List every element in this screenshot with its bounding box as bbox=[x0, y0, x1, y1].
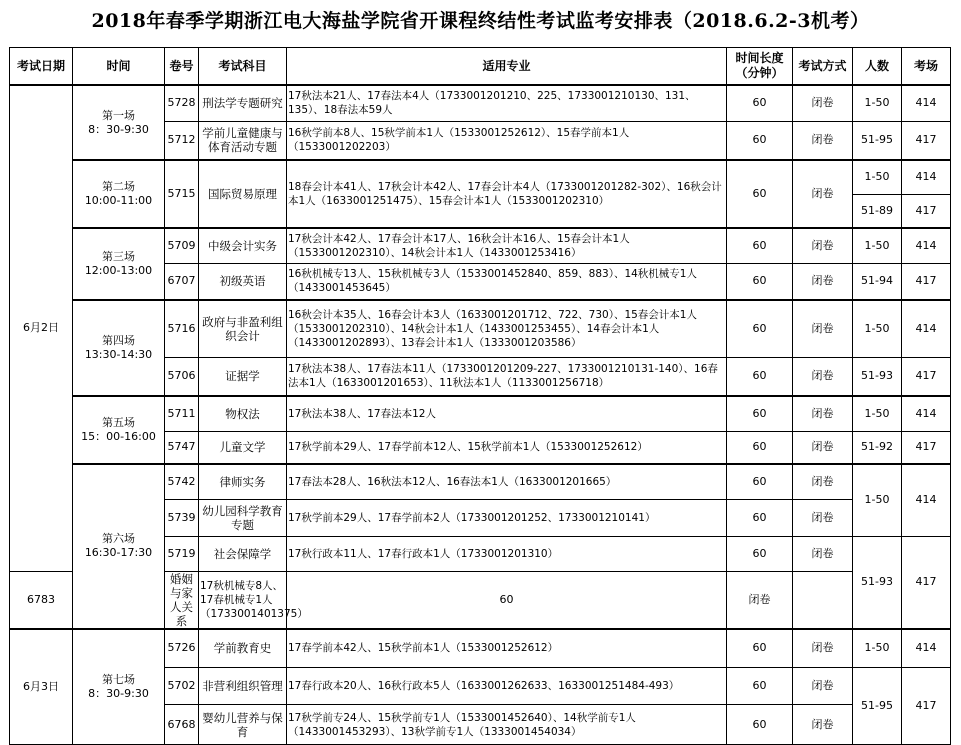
room: 414 bbox=[902, 300, 951, 357]
header-code: 卷号 bbox=[165, 48, 199, 86]
room: 414 bbox=[902, 228, 951, 263]
method: 闭卷 bbox=[793, 499, 853, 536]
room: 417 bbox=[902, 263, 951, 300]
duration: 60 bbox=[727, 85, 793, 121]
major: 16秋学前本8人、15秋学前本1人（1533001252612）、15春学前本1人（1533001202203） bbox=[287, 121, 727, 160]
session-name: 第一场 bbox=[102, 108, 135, 122]
method: 闭卷 bbox=[793, 396, 853, 431]
count: 1-50 bbox=[853, 300, 902, 357]
duration: 60 bbox=[727, 263, 793, 300]
major: 17秋法本21人、17春法本4人（1733001201210、225、1733001210130、131、135）、18春法本59人 bbox=[287, 85, 727, 121]
room: 414 bbox=[902, 396, 951, 431]
count: 1-50 bbox=[853, 160, 902, 194]
duration: 60 bbox=[727, 668, 793, 705]
subject: 非营利组织管理 bbox=[199, 668, 287, 705]
exam-date: 6月2日 bbox=[10, 85, 73, 571]
header-subject: 考试科目 bbox=[199, 48, 287, 86]
duration: 60 bbox=[287, 571, 727, 629]
count: 1-50 bbox=[853, 629, 902, 668]
duration: 60 bbox=[727, 705, 793, 745]
major: 17秋学前专24人、15秋学前专1人（1533001452640）、14秋学前专1人（1433001453293）、13秋学前专1人（1333001454034） bbox=[287, 705, 727, 745]
method: 闭卷 bbox=[793, 300, 853, 357]
subject: 中级会计实务 bbox=[199, 228, 287, 263]
duration: 60 bbox=[727, 121, 793, 160]
major: 17秋学前本29人、17春学前本2人（1733001201252、1733001210141） bbox=[287, 499, 727, 536]
session-cell bbox=[73, 464, 165, 629]
room: 414 bbox=[902, 629, 951, 668]
method: 闭卷 bbox=[793, 121, 853, 160]
subject: 幼儿园科学教育专题 bbox=[199, 499, 287, 536]
duration: 60 bbox=[727, 228, 793, 263]
count: 1-50 bbox=[853, 396, 902, 431]
paper-code: 5709 bbox=[165, 228, 199, 263]
duration: 60 bbox=[727, 629, 793, 668]
count: 51-93 bbox=[853, 357, 902, 396]
room: 417 bbox=[902, 121, 951, 160]
duration: 60 bbox=[727, 499, 793, 536]
paper-code: 5716 bbox=[165, 300, 199, 357]
major: 18春会计本41人、17秋会计本42人、17春会计本4人（1733001201282-302）、16秋会计本1人（1633001251475）、15春会计本1人（1533001202310） bbox=[287, 160, 727, 228]
session-cell bbox=[73, 228, 165, 300]
session-name: 第七场 bbox=[102, 672, 135, 686]
paper-code: 5747 bbox=[165, 431, 199, 464]
subject: 婚姻与家人关系 bbox=[165, 571, 199, 629]
subject: 刑法学专题研究 bbox=[199, 85, 287, 121]
major: 17秋法本38人、17春法本11人（1733001201209-227、1733001210131-140）、16春法本1人（1633001201653）、11秋法本1人（1133001256718） bbox=[287, 357, 727, 396]
paper-code: 6768 bbox=[165, 705, 199, 745]
paper-code: 5739 bbox=[165, 499, 199, 536]
count: 51-94 bbox=[853, 263, 902, 300]
major: 16秋会计本35人、16春会计本3人（1633001201712、722、730）、15春会计本1人（1533001202310）、14秋会计本1人（1433001253455）、14春会计本1人（1433001202893）、13春会计本1人（1333001203586） bbox=[287, 300, 727, 357]
count: 51-93 bbox=[853, 536, 902, 629]
subject: 政府与非盈利组织会计 bbox=[199, 300, 287, 357]
header-duration: 时间长度 （分钟） bbox=[727, 48, 793, 86]
duration: 60 bbox=[727, 396, 793, 431]
method: 闭卷 bbox=[793, 629, 853, 668]
method: 闭卷 bbox=[793, 228, 853, 263]
major: 17秋学前本29人、17春学前本12人、15秋学前本1人（1533001252612） bbox=[287, 431, 727, 464]
subject: 证据学 bbox=[199, 357, 287, 396]
count: 51-95 bbox=[853, 668, 902, 745]
method: 闭卷 bbox=[793, 160, 853, 228]
subject: 社会保障学 bbox=[199, 536, 287, 571]
subject: 律师实务 bbox=[199, 464, 287, 499]
major: 17秋法本38人、17春法本12人 bbox=[287, 396, 727, 431]
exam-schedule-table bbox=[9, 47, 951, 745]
paper-code: 6783 bbox=[10, 571, 73, 629]
method: 闭卷 bbox=[793, 263, 853, 300]
subject: 国际贸易原理 bbox=[199, 160, 287, 228]
duration: 60 bbox=[727, 160, 793, 228]
room: 417 bbox=[902, 536, 951, 629]
duration: 60 bbox=[727, 464, 793, 499]
session-time: 15：00-16:00 bbox=[81, 430, 156, 443]
subject: 物权法 bbox=[199, 396, 287, 431]
room: 414 bbox=[902, 160, 951, 194]
method: 闭卷 bbox=[793, 85, 853, 121]
paper-code: 5719 bbox=[165, 536, 199, 571]
header-room: 考场 bbox=[902, 48, 951, 86]
session-time: 13:30-14:30 bbox=[84, 348, 153, 361]
major: 16秋机械专13人、15秋机械专3人（1533001452840、859、883）、14秋机械专1人（1433001453645） bbox=[287, 263, 727, 300]
session-time: 12:00-13:00 bbox=[84, 264, 153, 277]
room: 414 bbox=[902, 85, 951, 121]
method: 闭卷 bbox=[793, 668, 853, 705]
paper-code: 5711 bbox=[165, 396, 199, 431]
room: 417 bbox=[902, 194, 951, 228]
method: 闭卷 bbox=[793, 536, 853, 571]
paper-code: 5728 bbox=[165, 85, 199, 121]
duration: 60 bbox=[727, 300, 793, 357]
session-name: 第四场 bbox=[102, 334, 135, 347]
major: 17秋行政本11人、17春行政本1人（1733001201310） bbox=[287, 536, 727, 571]
subject: 婴幼儿营养与保育 bbox=[199, 705, 287, 745]
method: 闭卷 bbox=[727, 571, 793, 629]
subject: 学前儿童健康与体育活动专题 bbox=[199, 121, 287, 160]
count: 1-50 bbox=[853, 228, 902, 263]
duration: 60 bbox=[727, 431, 793, 464]
major: 17春法本28人、16秋法本12人、16春法本1人（1633001201665） bbox=[287, 464, 727, 499]
count: 1-50 bbox=[853, 464, 902, 536]
session-time: 8：30-9:30 bbox=[88, 686, 149, 700]
session-cell bbox=[73, 396, 165, 464]
paper-code: 5726 bbox=[165, 629, 199, 668]
header-method: 考试方式 bbox=[793, 48, 853, 86]
header-time: 时间 bbox=[73, 48, 165, 86]
count: 1-50 bbox=[853, 85, 902, 121]
major: 17秋机械专8人、17春机械专1人（1733001401375） bbox=[199, 571, 287, 629]
duration: 60 bbox=[727, 536, 793, 571]
session-time: 10:00-11:00 bbox=[84, 194, 153, 207]
subject: 儿童文学 bbox=[199, 431, 287, 464]
session-time: 16:30-17:30 bbox=[84, 546, 153, 560]
session-name: 第三场 bbox=[102, 250, 135, 263]
count: 51-92 bbox=[853, 431, 902, 464]
session-cell bbox=[73, 629, 165, 745]
session-cell bbox=[73, 300, 165, 396]
duration: 60 bbox=[727, 357, 793, 396]
major: 17春学前本42人、15秋学前本1人（1533001252612） bbox=[287, 629, 727, 668]
paper-code: 6707 bbox=[165, 263, 199, 300]
paper-code: 5702 bbox=[165, 668, 199, 705]
method: 闭卷 bbox=[793, 464, 853, 499]
session-name: 第六场 bbox=[102, 532, 135, 546]
exam-date: 6月3日 bbox=[10, 629, 73, 745]
session-name: 第五场 bbox=[102, 416, 135, 429]
header-date: 考试日期 bbox=[10, 48, 73, 86]
header-count: 人数 bbox=[853, 48, 902, 86]
paper-code: 5712 bbox=[165, 121, 199, 160]
paper-code: 5742 bbox=[165, 464, 199, 499]
method: 闭卷 bbox=[793, 705, 853, 745]
paper-code: 5715 bbox=[165, 160, 199, 228]
method: 闭卷 bbox=[793, 357, 853, 396]
header-major: 适用专业 bbox=[287, 48, 727, 86]
count: 51-95 bbox=[853, 121, 902, 160]
session-name: 第二场 bbox=[102, 180, 135, 193]
method: 闭卷 bbox=[793, 431, 853, 464]
subject: 初级英语 bbox=[199, 263, 287, 300]
page-title: 2018年春季学期浙江电大海盐学院省开课程终结性考试监考安排表（2018.6.2-3机考） bbox=[91, 10, 870, 32]
session-time: 8：30-9:30 bbox=[88, 122, 149, 136]
paper-code: 5706 bbox=[165, 357, 199, 396]
subject: 学前教育史 bbox=[199, 629, 287, 668]
room: 417 bbox=[902, 668, 951, 745]
room: 417 bbox=[902, 431, 951, 464]
session-cell bbox=[73, 85, 165, 160]
major: 17春行政本20人、16秋行政本5人（1633001262633、1633001251484-493） bbox=[287, 668, 727, 705]
major: 17秋会计本42人、17春会计本17人、16秋会计本16人、15春会计本1人（1533001202310）、14秋会计本1人（1433001253416） bbox=[287, 228, 727, 263]
room: 414 bbox=[902, 464, 951, 536]
room: 417 bbox=[902, 357, 951, 396]
count: 51-89 bbox=[853, 194, 902, 228]
session-cell bbox=[73, 160, 165, 228]
